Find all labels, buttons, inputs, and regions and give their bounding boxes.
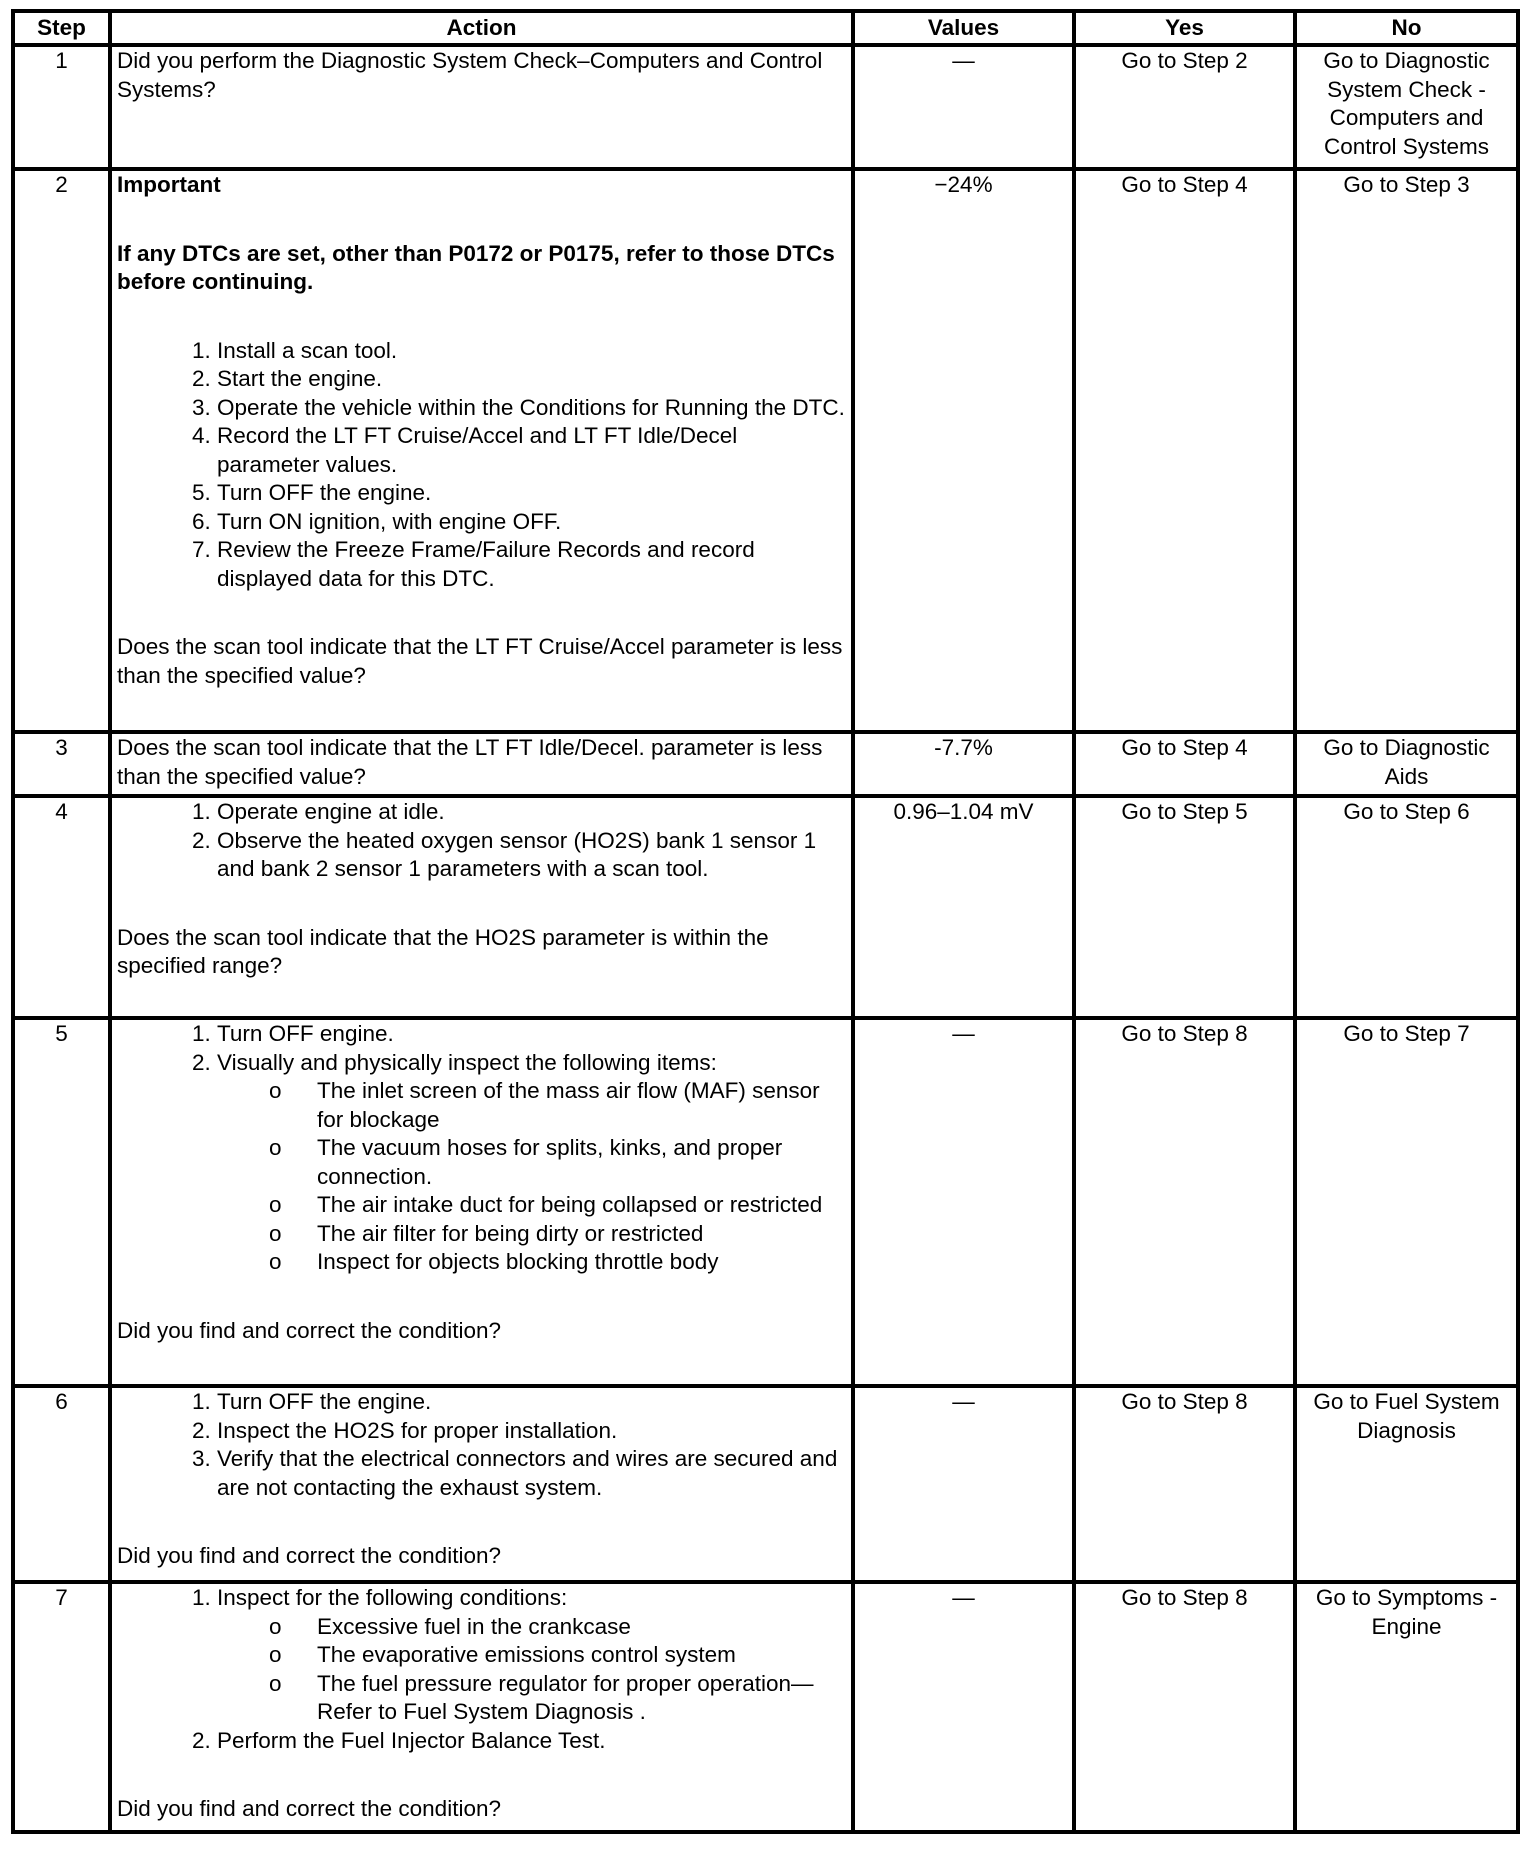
sub-list-item: o Inspect for objects blocking throttle body <box>317 1248 846 1277</box>
list-item: 1. Turn OFF engine. <box>217 1020 846 1049</box>
no-cell: Go to Step 3 <box>1295 169 1518 732</box>
step-number: 6 <box>13 1386 110 1582</box>
step-number: 7 <box>13 1582 110 1832</box>
list-item-text: Visually and physically inspect the following items: <box>217 1049 717 1075</box>
table-row <box>13 732 1518 796</box>
inspection-sublist <box>117 1613 846 1727</box>
procedure-list <box>117 1727 846 1756</box>
action-question: Did you find and correct the condition? <box>117 1543 501 1568</box>
yes-cell: Go to Step 4 <box>1074 732 1295 796</box>
yes-cell: Go to Step 4 <box>1074 169 1295 732</box>
list-item: 6. Turn ON ignition, with engine OFF. <box>217 508 846 537</box>
yes-cell: Go to Step 8 <box>1074 1386 1295 1582</box>
table-row <box>13 1582 1518 1832</box>
list-item: 2. Perform the Fuel Injector Balance Test. <box>217 1727 846 1756</box>
table-row <box>13 45 1518 169</box>
sub-list-item: o The inlet screen of the mass air flow (MAF) sensor for blockage <box>317 1077 846 1134</box>
action-cell <box>110 1018 853 1386</box>
yes-cell: Go to Step 5 <box>1074 796 1295 1018</box>
value-cell: 0.96–1.04 mV <box>853 796 1074 1018</box>
action-cell <box>110 1386 853 1582</box>
action-cell <box>110 169 853 732</box>
no-cell: Go to Step 6 <box>1295 796 1518 1018</box>
list-item: 5. Turn OFF the engine. <box>217 479 846 508</box>
header-row <box>13 11 1518 45</box>
step-number: 2 <box>13 169 110 732</box>
value-cell: −24% <box>853 169 1074 732</box>
procedure-list <box>117 1020 846 1077</box>
value-cell: -7.7% <box>853 732 1074 796</box>
list-item: 4. Record the LT FT Cruise/Accel and LT FT Idle/Decel parameter values. <box>217 422 846 479</box>
procedure-list <box>117 798 846 884</box>
step-number: 4 <box>13 796 110 1018</box>
list-item <box>217 1584 846 1613</box>
table-row <box>13 1386 1518 1582</box>
header-step: Step <box>13 11 110 45</box>
important-label: Important <box>117 172 221 197</box>
header-action: Action <box>110 11 853 45</box>
table-row <box>13 796 1518 1018</box>
no-cell: Go to Diagnostic Aids <box>1295 732 1518 796</box>
value-cell: — <box>853 1018 1074 1386</box>
list-item: 1. Install a scan tool. <box>217 337 846 366</box>
yes-cell: Go to Step 8 <box>1074 1582 1295 1832</box>
list-item <box>217 1049 846 1078</box>
header-yes: Yes <box>1074 11 1295 45</box>
action-cell <box>110 1582 853 1832</box>
header-no: No <box>1295 11 1518 45</box>
list-item-text: Inspect for the following conditions: <box>217 1585 568 1610</box>
header-values: Values <box>853 11 1074 45</box>
action-cell <box>110 732 853 796</box>
important-text: If any DTCs are set, other than P0172 or P0175, refer to those DTCs before continuing. <box>117 240 835 294</box>
no-cell: Go to Step 7 <box>1295 1018 1518 1386</box>
action-question: Did you perform the Diagnostic System Check–Computers and Control Systems? <box>117 48 823 102</box>
table-row <box>13 1018 1518 1386</box>
list-item: 3. Verify that the electrical connectors and wires are secured and are not contacting the exhaust system. <box>217 1445 846 1502</box>
step-number: 1 <box>13 45 110 169</box>
yes-cell: Go to Step 8 <box>1074 1018 1295 1386</box>
action-question: Does the scan tool indicate that the LT FT Cruise/Accel parameter is less than the specified value? <box>117 634 843 688</box>
table-row <box>13 169 1518 732</box>
action-cell <box>110 45 853 169</box>
no-cell: Go to Fuel System Diagnosis <box>1295 1386 1518 1582</box>
action-cell <box>110 796 853 1018</box>
value-cell: — <box>853 1386 1074 1582</box>
list-item: 3. Operate the vehicle within the Conditions for Running the DTC. <box>217 394 846 423</box>
list-item: 2. Observe the heated oxygen sensor (HO2S) bank 1 sensor 1 and bank 2 sensor 1 parameters with a scan tool. <box>217 827 846 884</box>
value-cell: — <box>853 45 1074 169</box>
sub-list-item: o The vacuum hoses for splits, kinks, and proper connection. <box>317 1134 846 1191</box>
procedure-list <box>117 1388 846 1502</box>
sub-list-item: o The fuel pressure regulator for proper operation—Refer to Fuel System Diagnosis . <box>317 1670 846 1727</box>
sub-list-item: o The air intake duct for being collapsed or restricted <box>317 1191 846 1220</box>
action-question: Does the scan tool indicate that the LT FT Idle/Decel. parameter is less than the specified value? <box>117 735 823 789</box>
sub-list-item: o The air filter for being dirty or restricted <box>317 1220 846 1249</box>
list-item: 2. Start the engine. <box>217 365 846 394</box>
yes-cell: Go to Step 2 <box>1074 45 1295 169</box>
action-question: Does the scan tool indicate that the HO2S parameter is within the specified range? <box>117 924 769 978</box>
list-item: 1. Operate engine at idle. <box>217 798 846 827</box>
list-item: 1. Turn OFF the engine. <box>217 1388 846 1417</box>
sub-list-item: o The evaporative emissions control system <box>317 1641 846 1670</box>
no-cell: Go to Diagnostic System Check - Computers and Control Systems <box>1295 45 1518 169</box>
no-cell: Go to Symptoms - Engine <box>1295 1582 1518 1832</box>
list-item: 2. Inspect the HO2S for proper installation. <box>217 1417 846 1446</box>
value-cell: — <box>853 1582 1074 1832</box>
action-question: Did you find and correct the condition? <box>117 1796 501 1821</box>
procedure-list <box>117 337 846 594</box>
inspection-sublist <box>117 1077 846 1277</box>
sub-list-item: o Excessive fuel in the crankcase <box>317 1613 846 1642</box>
diagnostic-table <box>11 9 1520 1834</box>
step-number: 5 <box>13 1018 110 1386</box>
action-question: Did you find and correct the condition? <box>117 1317 501 1343</box>
list-item: 7. Review the Freeze Frame/Failure Records and record displayed data for this DTC. <box>217 536 846 593</box>
step-number: 3 <box>13 732 110 796</box>
procedure-list <box>117 1584 846 1613</box>
